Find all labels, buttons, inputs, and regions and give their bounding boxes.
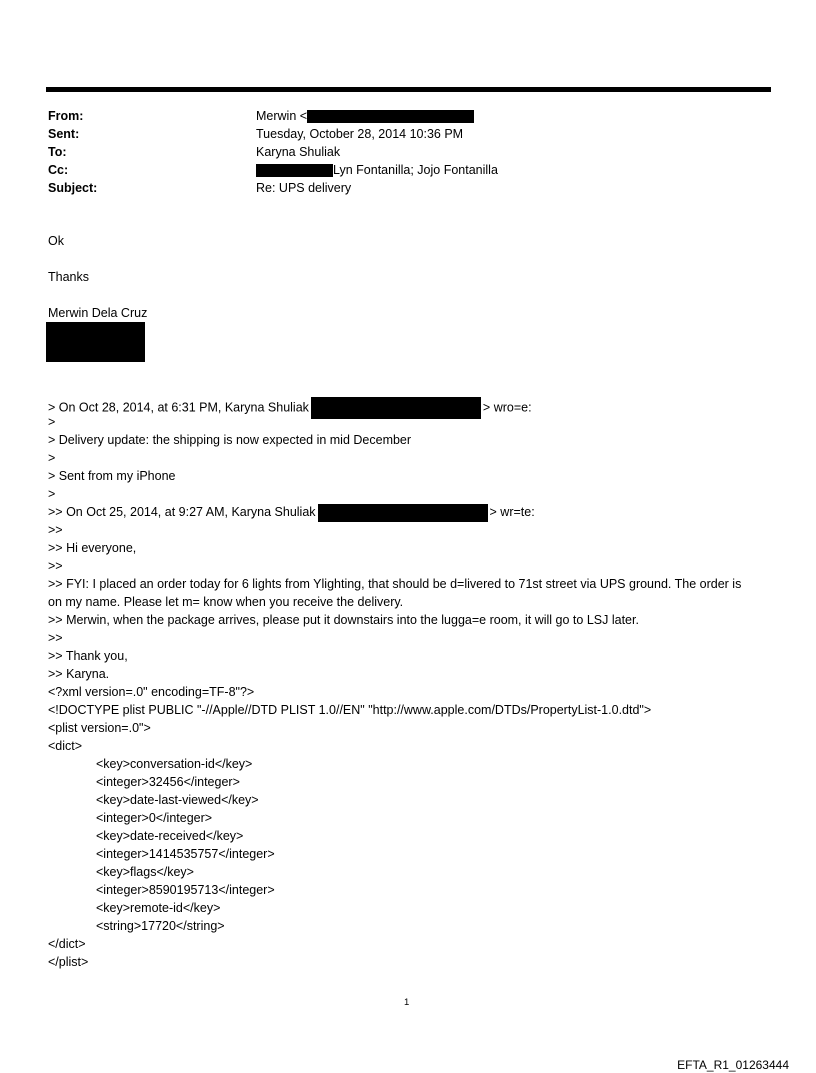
quote-line: >> Hi everyone, (48, 541, 137, 555)
cc-label: Cc: (48, 163, 69, 177)
plist-line: </plist> (48, 955, 89, 969)
sent-label: Sent: (48, 127, 80, 141)
header-rule (46, 87, 771, 92)
quote-text: >> On Oct 25, 2014, at 9:27 AM, Karyna Shuliak (48, 505, 316, 519)
quote-line (48, 397, 532, 419)
quote-line: >> FYI: I placed an order today for 6 lights from Ylighting, that should be d=livered to 71st street via UPS ground. The order is on my name. Please let m= know when you receive the delivery. (48, 577, 742, 609)
quote-line: >> Thank you, (48, 649, 128, 663)
redaction (318, 504, 488, 522)
body-thanks: Thanks (48, 270, 89, 284)
subject-label: Subject: (48, 181, 98, 195)
plist-line: <string>17720</string> (96, 919, 225, 933)
quote-line: > (48, 487, 56, 501)
plist-line: <integer>0</integer> (96, 811, 213, 825)
plist-line: <key>remote-id</key> (96, 901, 221, 915)
redaction (307, 110, 474, 123)
plist-line: <integer>32456</integer> (96, 775, 240, 789)
to-label: To: (48, 145, 67, 159)
plist-line: <key>date-received</key> (96, 829, 244, 843)
quote-text: > wr=te: (489, 505, 535, 519)
redaction (311, 397, 481, 419)
page-number: 1 (404, 997, 410, 1008)
quote-line: >> (48, 559, 63, 573)
signature: Merwin Dela Cruz (48, 306, 148, 320)
quote-line: > Delivery update: the shipping is now expected in mid December (48, 433, 412, 447)
redaction (256, 164, 333, 177)
quote-line: > Sent from my iPhone (48, 469, 176, 483)
from-value (256, 107, 474, 125)
quote-line: > (48, 415, 56, 429)
bates-number: EFTA_R1_01263444 (677, 1058, 789, 1072)
plist-line: <key>date-last-viewed</key> (96, 793, 259, 807)
to-value: Karyna Shuliak (256, 145, 341, 159)
plist-line: <key>flags</key> (96, 865, 194, 879)
body-ok: Ok (48, 234, 64, 248)
cc-names: Lyn Fontanilla; Jojo Fontanilla (333, 163, 498, 177)
quote-line: > (48, 451, 56, 465)
quote-line: >> (48, 523, 63, 537)
cc-value (256, 161, 498, 179)
plist-line: <dict> (48, 739, 83, 753)
plist-line: <!DOCTYPE plist PUBLIC "-//Apple//DTD PLIST 1.0//EN" "http://www.apple.com/DTDs/PropertyList-1.0.dtd"> (48, 703, 652, 717)
subject-value: Re: UPS delivery (256, 181, 352, 195)
quote-line: >> (48, 631, 63, 645)
plist-line: <?xml version=.0" encoding=TF-8"?> (48, 685, 255, 699)
plist-line: </dict> (48, 937, 86, 951)
sent-value: Tuesday, October 28, 2014 10:36 PM (256, 127, 464, 141)
plist-line: <key>conversation-id</key> (96, 757, 253, 771)
quote-text: > wro=e: (482, 400, 532, 415)
plist-line: <integer>8590195713</integer> (96, 883, 275, 897)
plist-line: <integer>1414535757</integer> (96, 847, 275, 861)
from-name: Merwin < (256, 109, 308, 123)
quote-line: >> Karyna. (48, 667, 110, 681)
signature-redaction (46, 322, 145, 362)
quote-line: >> Merwin, when the package arrives, please put it downstairs into the lugga=e room, it will go to LSJ later. (48, 613, 639, 627)
plist-line: <plist version=.0"> (48, 721, 151, 735)
from-label: From: (48, 109, 84, 123)
quote-line (48, 503, 535, 522)
quote-text: > On Oct 28, 2014, at 6:31 PM, Karyna Shuliak (48, 400, 309, 415)
